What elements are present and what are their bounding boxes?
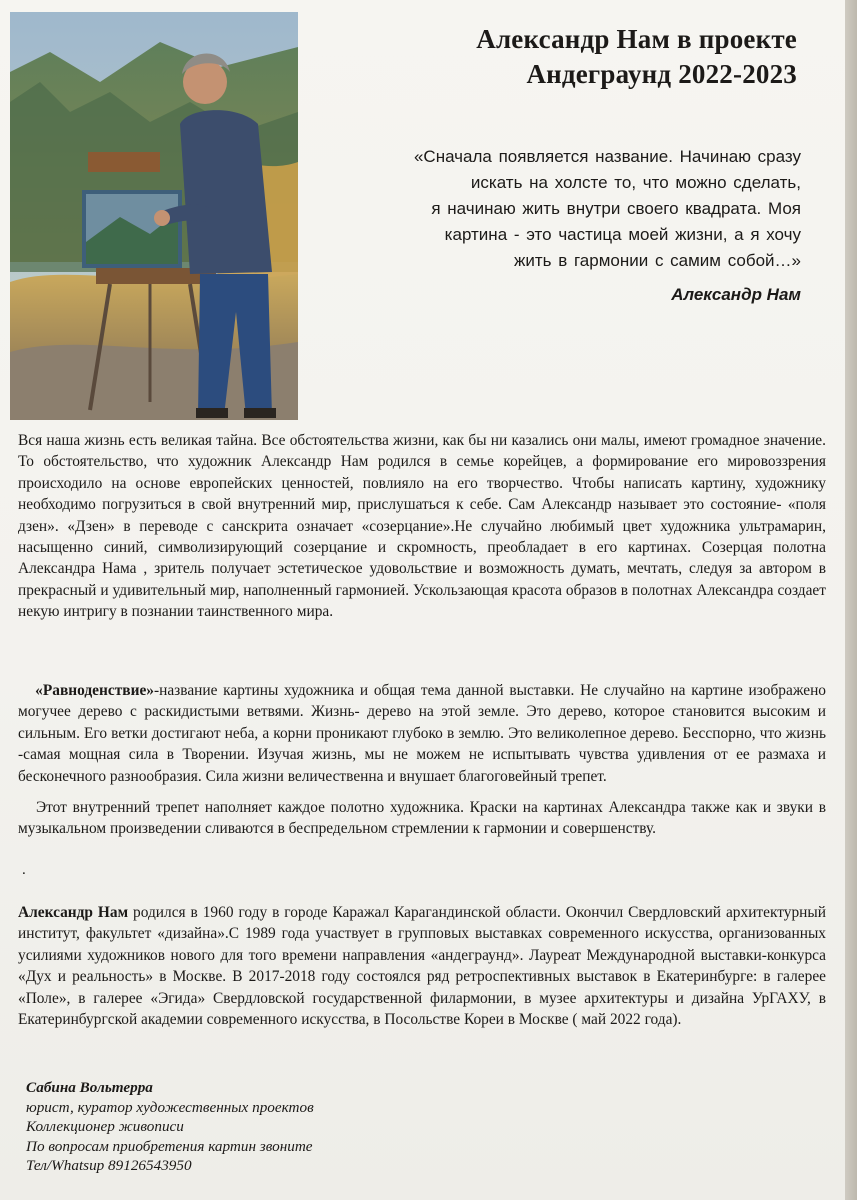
quote-author: Александр Нам xyxy=(671,285,801,304)
title-line-1: Александр Нам в проекте xyxy=(476,24,797,54)
curator-name: Сабина Вольтерра xyxy=(26,1079,153,1096)
quote-line: я начинаю жить внутри своего квадрата. Моя xyxy=(431,199,801,218)
artist-quote xyxy=(301,144,801,274)
tremor-paragraph: Этот внутренний трепет наполняет каждое полотно художника. Краски на картинах Александра также как и звуки в музыкальном произведении сливаются в беспредельном стремлении к гармонии и совершенству. xyxy=(18,799,826,838)
title-line-2: Андеграунд 2022-2023 xyxy=(526,59,797,89)
biography-paragraph xyxy=(18,902,826,1030)
curator-signature xyxy=(26,1078,526,1176)
purchase-note: По вопросам приобретения картин звоните xyxy=(26,1137,313,1155)
painting-artist-outdoors-image xyxy=(10,12,298,420)
quote-line: «Сначала появляется название. Начинаю сразу xyxy=(413,147,801,166)
intro-paragraph: Вся наша жизнь есть великая тайна. Все обстоятельства жизни, как бы ни казались они малы, имеют громадное значение. То обстоятельство, что художник Александр Нам родился в семье корейцев, а формирование его мировоззрения происходило на основе европейских ценностей, повлияло на его творчество. Чтобы написать картину, художнику необходимо погрузиться в свой внутренний мир, прислушаться к себе. Сам Александр называет это состояние- «поля дзен». «Дзен» в переводе с санскрита означает «созерцание».Не случайно любимый цвет художника ультрамарин, насыщенно синий, символизирующий созерцание и скромность, преобладает в его картинах. Созерцая полотна Александра Нама , зритель получает эстетическое удовольствие и возможность думать, мечтать, следуя за автором в прекрасный и удивительный мир, наполненный гармонией. Ускользающая красота образов в полотнах Александра создает некую интригу в познании таинственного мира. xyxy=(18,432,826,621)
contact-phone: Тел/Whatsup 89126543950 xyxy=(26,1157,192,1175)
biography-name: Александр Нам xyxy=(18,904,129,921)
curator-role: юрист, куратор художественных проектов xyxy=(26,1098,314,1116)
artist-photo xyxy=(10,12,298,420)
equinox-text: -название картины художника и общая тема данной выставки. Не случайно на картине изображено могучее дерево с раскидистыми ветвями. Жизнь- дерево на этой земле. Это дерево, которое становится высоким и сильным. Его ветки достигают неба, а корни проникают глубоко в землю. Это великолепное дерево. Бесспорно, что жизнь -самая мощная сила в Творении. Изучая жизнь, мы не можем не испытывать чувства удивления от ее размаха и бесконечного разнообразия. Сила жизни величественна и внушает благоговейный трепет. xyxy=(18,682,827,785)
equinox-title: «Равноденствие» xyxy=(35,682,154,699)
quote-line: искать на холсте то, что можно сделать, xyxy=(470,173,801,192)
poster-title xyxy=(337,22,797,92)
stray-mark: . xyxy=(22,862,26,878)
equinox-paragraph xyxy=(18,680,826,787)
quote-line: жить в гармонии с самим собой…» xyxy=(513,251,801,270)
curator-role: Коллекционер живописи xyxy=(26,1118,184,1136)
frame-edge xyxy=(845,0,857,1200)
biography-text: родился в 1960 году в городе Каражал Карагандинской области. Окончил Свердловский архитектурный институт, факультет «дизайна».С 1989 года участвует в групповых выставках современного искусства, организованных усилиями художников нового для того времени направления «андеграунд». Лауреат Международной выставки-конкурса «Дух и реальность» в Москве. В 2017-2018 году состоялся ряд ретроспективных выставок в Екатеринбурге: в галерее «Поле», в галерее «Эгида» Свердловской государственной филармонии, в музее архитектуры и дизайна УрГАХУ, в Екатеринбургской академии современного искусства, в Посольстве Кореи в Москве ( май 2022 года). xyxy=(18,904,826,1029)
quote-line: картина - это частица моей жизни, а я хочу xyxy=(444,225,801,244)
